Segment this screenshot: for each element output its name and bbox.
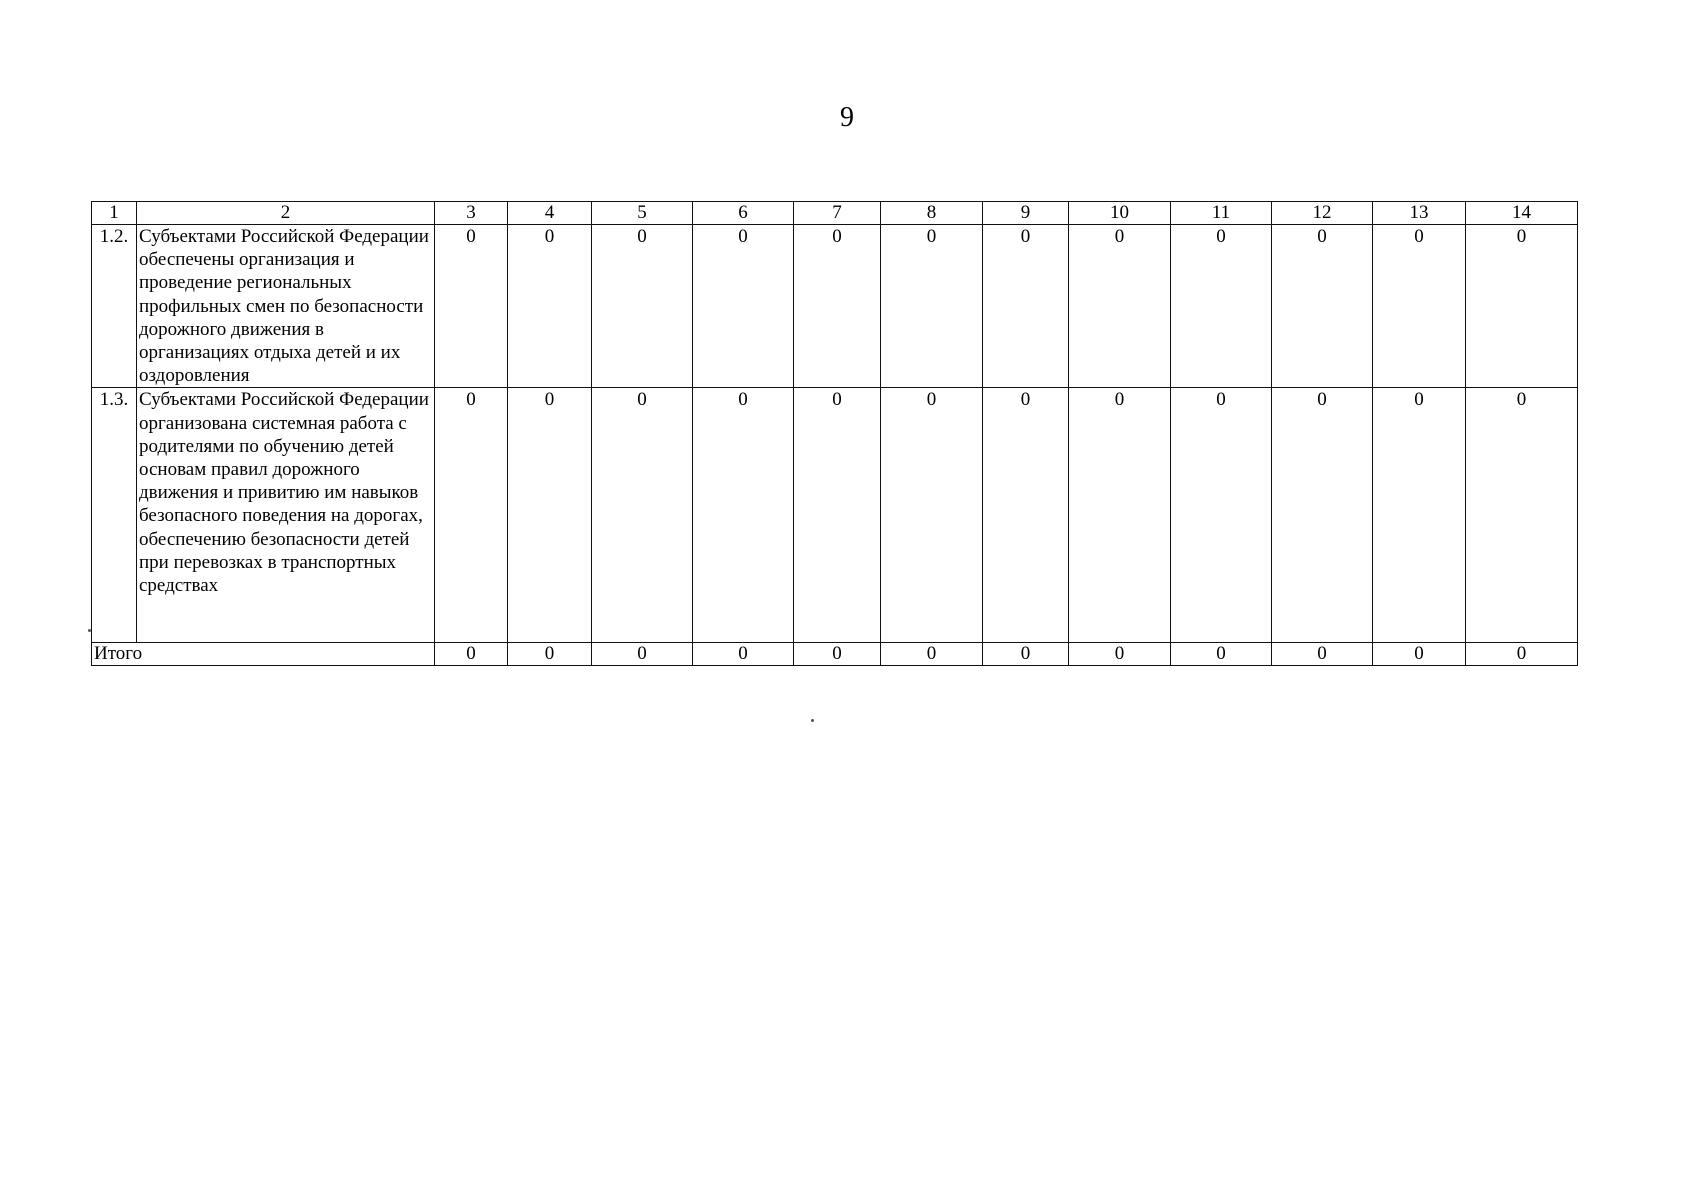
total-row (92, 643, 1578, 666)
total-value-cell: 0 (983, 643, 1069, 666)
column-number: 8 (881, 202, 983, 225)
row-description: Субъектами Российской Федерации организована системная работа с родителями по обучению детей основам правил дорожного движения и привитию им навыков безопасного поведения на дорогах, обеспечению безопасности детей при перевозках в транспортных средствах (137, 388, 435, 643)
column-number: 3 (435, 202, 508, 225)
column-number: 2 (137, 202, 435, 225)
value-cell: 0 (693, 388, 794, 643)
value-cell: 0 (1373, 388, 1466, 643)
report-table (91, 201, 1578, 666)
total-value-cell: 0 (592, 643, 693, 666)
value-cell: 0 (1069, 225, 1171, 388)
column-number: 12 (1272, 202, 1373, 225)
value-cell: 0 (1171, 225, 1272, 388)
row-description: Субъектами Российской Федерации обеспечены организация и проведение региональных профильных смен по безопасности дорожного движения в организациях отдыха детей и их оздоровления (137, 225, 435, 388)
value-cell: 0 (435, 225, 508, 388)
value-cell: 0 (508, 225, 592, 388)
value-cell: 0 (1171, 388, 1272, 643)
total-value-cell: 0 (1069, 643, 1171, 666)
column-number: 13 (1373, 202, 1466, 225)
value-cell: 0 (508, 388, 592, 643)
scan-speck (811, 719, 814, 722)
value-cell: 0 (592, 225, 693, 388)
table-header-row (92, 202, 1578, 225)
column-number: 11 (1171, 202, 1272, 225)
total-value-cell: 0 (1272, 643, 1373, 666)
total-value-cell: 0 (881, 643, 983, 666)
value-cell: 0 (592, 388, 693, 643)
total-value-cell: 0 (693, 643, 794, 666)
column-number: 1 (92, 202, 137, 225)
value-cell: 0 (1272, 225, 1373, 388)
value-cell: 0 (1373, 225, 1466, 388)
column-number: 7 (794, 202, 881, 225)
value-cell: 0 (435, 388, 508, 643)
value-cell: 0 (881, 388, 983, 643)
value-cell: 0 (1466, 388, 1578, 643)
row-number: 1.2. (92, 225, 137, 388)
column-number: 5 (592, 202, 693, 225)
total-value-cell: 0 (1373, 643, 1466, 666)
value-cell: 0 (1466, 225, 1578, 388)
table-row (92, 388, 1578, 643)
value-cell: 0 (1272, 388, 1373, 643)
total-label: Итого (92, 643, 435, 666)
column-number: 6 (693, 202, 794, 225)
value-cell: 0 (1069, 388, 1171, 643)
page-number: 9 (840, 102, 854, 133)
total-value-cell: 0 (794, 643, 881, 666)
column-number: 9 (983, 202, 1069, 225)
total-value-cell: 0 (508, 643, 592, 666)
column-number: 14 (1466, 202, 1578, 225)
value-cell: 0 (794, 388, 881, 643)
value-cell: 0 (794, 225, 881, 388)
value-cell: 0 (881, 225, 983, 388)
total-value-cell: 0 (1171, 643, 1272, 666)
total-value-cell: 0 (1466, 643, 1578, 666)
value-cell: 0 (983, 388, 1069, 643)
column-number: 10 (1069, 202, 1171, 225)
column-number: 4 (508, 202, 592, 225)
total-value-cell: 0 (435, 643, 508, 666)
value-cell: 0 (983, 225, 1069, 388)
scan-speck (88, 629, 91, 632)
value-cell: 0 (693, 225, 794, 388)
row-number: 1.3. (92, 388, 137, 643)
table-row (92, 225, 1578, 388)
